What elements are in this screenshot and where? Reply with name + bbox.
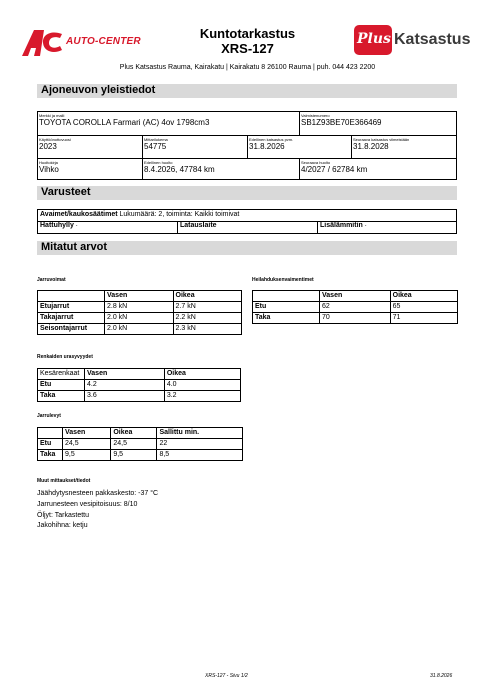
table-row: Vasen Oikea: [38, 291, 242, 302]
other-title: Muut mittaukset/tiedot: [37, 478, 91, 484]
prev-service-cell: Edellinen huolto 8.4.2026, 47784 km: [143, 159, 300, 179]
brakes-title: Jarruvoimat: [37, 277, 66, 283]
discs-table: [37, 427, 243, 461]
footer-date: 31.8.2026: [430, 673, 453, 679]
document-subtitle: XRS-127: [221, 41, 274, 56]
prev-inspection-cell: Edellinen katsastus pvm. 31.8.2026: [248, 136, 352, 158]
table-row: Taka 70 71: [253, 313, 458, 324]
table-row: Vasen Oikea: [253, 291, 458, 302]
table-row: Takajarrut 2.0 kN 2.2 kN: [38, 313, 242, 324]
first-use-cell: Käyttöönottovuosi 2023: [38, 136, 143, 158]
section-equipment-header: Varusteet: [37, 186, 457, 200]
table-row: Etujarrut 2.8 kN 2.7 kN: [38, 302, 242, 313]
other-line: Jarrunesteen vesipitoisuus: 8/10: [37, 501, 138, 508]
plus-logo-badge: Plus: [354, 25, 392, 55]
document-title: Kuntotarkastus: [199, 26, 296, 41]
table-row: Taka 3.6 3.2: [38, 391, 241, 402]
table-row: Etu 62 65: [253, 302, 458, 313]
other-line: Öljyt: Tarkastettu: [37, 512, 90, 519]
table-row: Kesärenkaat Vasen Oikea: [38, 369, 241, 380]
table-row: Seisontajarrut 2.0 kN 2.3 kN: [38, 324, 242, 335]
auto-center-logo-text: AUTO-CENTER: [66, 36, 141, 47]
katsastus-logo-text: Katsastus: [394, 31, 471, 48]
page-number: XRS-127 - Sivu 1/2: [205, 673, 248, 679]
station-address: Plus Katsastus Rauma, Kairakatu | Kairakatu 8 26100 Rauma | puh. 044 423 2200: [119, 64, 376, 71]
shocks-title: Heilahduksenvaimentimet: [252, 277, 314, 283]
table-row: Taka 9,5 9,5 8,5: [38, 450, 243, 461]
keys-row: Avaimet/kaukosäätimet Lukumäärä: 2, toiminta: Kaikki toimivat: [40, 211, 240, 218]
next-inspection-cell: Seuraava katsastus viimeistään 31.8.2028: [353, 137, 410, 151]
model-cell: Merkki ja malli TOYOTA COROLLA Farmari (AC) 4ov 1798cm3: [38, 112, 300, 135]
tires-table: [37, 368, 241, 402]
brakes-table: [37, 290, 242, 335]
next-service-cell: Seuraava huolto 4/2027 / 62784 km: [301, 160, 368, 174]
hat-shelf-cell: Hattuhylly -: [38, 222, 178, 233]
section-measurements-header: Mitatut arvot: [37, 241, 457, 255]
section-vehicle-header: Ajoneuvon yleistiedot: [37, 84, 457, 98]
other-line: Jäähdytysnesteen pakkaskesto: -37 °C: [37, 490, 159, 497]
vin-cell: Valmistenumero SB1Z93BE70E366469: [301, 113, 382, 127]
vehicle-info-table: [37, 111, 457, 180]
service-book-cell: Huoltokirja Vihko: [38, 159, 143, 179]
other-line: Jakohihna: ketju: [37, 522, 88, 529]
shocks-table: [252, 290, 458, 324]
heater-cell: Lisälämmitin -: [320, 222, 367, 229]
tires-title: Renkaiden urasyvyydet: [37, 354, 93, 360]
charger-cell: Latauslaite: [178, 222, 318, 233]
discs-title: Jarrulevyt: [37, 413, 61, 419]
equipment-table: [37, 209, 457, 234]
table-row: Etu 24,5 24,5 22: [38, 439, 243, 450]
table-row: Vasen Oikea Sallittu min.: [38, 428, 243, 439]
table-row: Etu 4.2 4.0: [38, 380, 241, 391]
odometer-cell: Mittarilukema 54775: [143, 136, 248, 158]
